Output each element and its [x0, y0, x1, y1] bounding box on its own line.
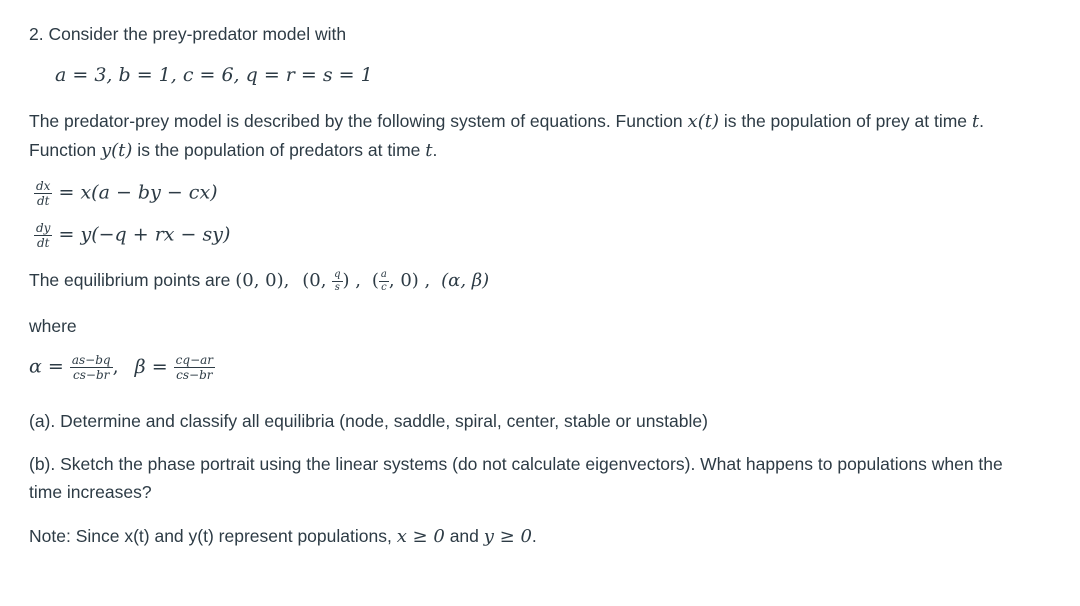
- eq2-open: (0,: [302, 270, 333, 291]
- note-line: [29, 522, 537, 551]
- note-text-1: Note: Since x(t) and y(t) represent populations,: [29, 526, 397, 546]
- equation-dy-dt: [34, 222, 230, 249]
- intro-text-5: .: [432, 140, 438, 160]
- a-over-c: [379, 270, 389, 293]
- intro-text-4: is the population of predators at time: [132, 140, 426, 160]
- intro-text-2: is the population of prey at time: [718, 111, 972, 131]
- where-label: where: [29, 316, 77, 336]
- intro-var-t1: t: [971, 111, 980, 132]
- dt-denominator-2: dt: [36, 236, 50, 250]
- alpha-denominator: cs−br: [73, 368, 110, 382]
- intro-var-t2: t: [425, 140, 433, 161]
- equilibrium-point-origin: (0, 0),: [235, 270, 290, 291]
- beta-fraction: [174, 354, 215, 381]
- intro-text-3: . Function: [29, 111, 985, 160]
- q-over-s: [332, 270, 342, 293]
- dx-dt-rhs: = x(a − by − cx): [58, 181, 218, 204]
- intro-paragraph: [29, 107, 1029, 165]
- eq3-open: (: [371, 270, 379, 291]
- parameters-equation: a = 3, b = 1, c = 6, q = r = s = 1: [55, 64, 373, 86]
- dx-numerator: dx: [36, 179, 51, 193]
- q-numerator: q: [334, 268, 341, 280]
- a-numerator: a: [380, 268, 387, 280]
- dy-dt-fraction: [34, 222, 52, 249]
- eq3-close: , 0) ,: [388, 270, 431, 291]
- part-b-question: (b). Sketch the phase portrait using the linear systems (do not calculate eigenvectors). What happens to populations when the time increases?: [29, 454, 1003, 502]
- alpha-fraction: [70, 354, 113, 381]
- equilibrium-point-3: [372, 270, 430, 291]
- equilibrium-label: The equilibrium points are: [29, 270, 236, 290]
- intro-var-x: x(t): [687, 111, 719, 132]
- problem-heading: 2. Consider the prey-predator model with: [29, 24, 347, 44]
- equilibrium-point-alpha-beta: (α, β): [441, 270, 490, 291]
- alpha-beta-definitions: [29, 354, 215, 381]
- dy-numerator: dy: [36, 221, 51, 235]
- equilibrium-point-2: [302, 270, 361, 291]
- intro-text-1: The predator-prey model is described by the following system of equations. Function: [29, 111, 688, 131]
- equation-dx-dt: [34, 180, 218, 207]
- note-text-3: .: [531, 526, 537, 546]
- dt-denominator: dt: [36, 194, 50, 208]
- alpha-numerator: as−bq: [71, 353, 111, 367]
- equilibrium-line: [29, 266, 489, 295]
- dy-dt-rhs: = y(−q + rx − sy): [58, 223, 231, 246]
- alpha-comma: ,: [112, 355, 119, 378]
- beta-numerator: cq−ar: [175, 353, 214, 367]
- note-text-2: and: [444, 526, 484, 546]
- note-math-x: x ≥ 0: [396, 526, 445, 547]
- eq2-close: ) ,: [342, 270, 362, 291]
- dx-dt-fraction: [34, 180, 52, 207]
- note-math-y: y ≥ 0: [483, 526, 532, 547]
- intro-var-y: y(t): [100, 140, 133, 161]
- s-denominator: s: [334, 281, 340, 293]
- beta-denominator: cs−br: [176, 368, 213, 382]
- alpha-lhs: α =: [29, 355, 64, 378]
- c-denominator: c: [381, 281, 387, 293]
- beta-lhs: β =: [134, 355, 168, 378]
- part-a-question: (a). Determine and classify all equilibria (node, saddle, spiral, center, stable or unstable): [29, 411, 708, 431]
